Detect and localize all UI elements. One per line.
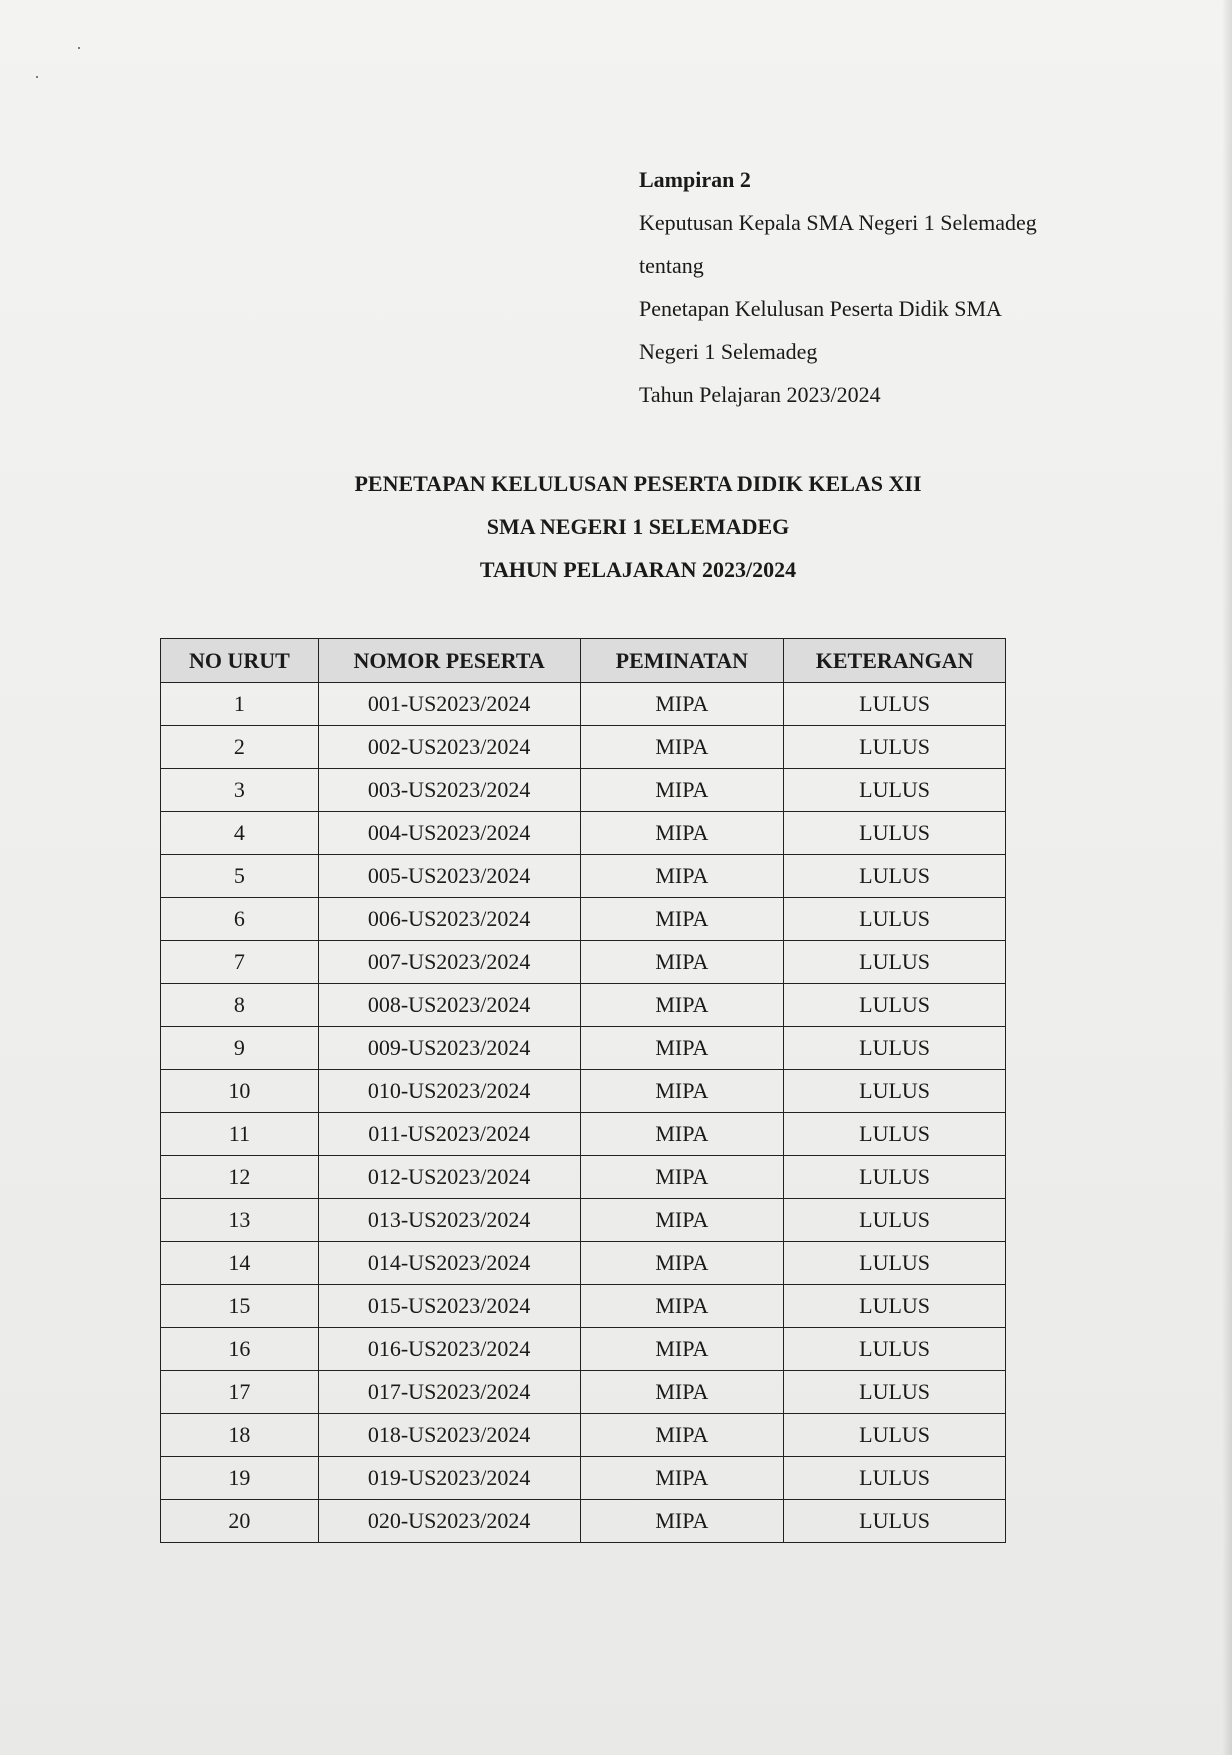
- cell-no-urut: 14: [161, 1242, 319, 1285]
- cell-nomor-peserta: 007-US2023/2024: [318, 941, 580, 984]
- table-body: [161, 683, 1006, 1543]
- cell-keterangan: LULUS: [784, 1414, 1006, 1457]
- cell-nomor-peserta: 003-US2023/2024: [318, 769, 580, 812]
- cell-no-urut: 20: [161, 1500, 319, 1543]
- cell-nomor-peserta: 018-US2023/2024: [318, 1414, 580, 1457]
- cell-nomor-peserta: 016-US2023/2024: [318, 1328, 580, 1371]
- cell-no-urut: 4: [161, 812, 319, 855]
- cell-no-urut: 1: [161, 683, 319, 726]
- cell-no-urut: 11: [161, 1113, 319, 1156]
- cell-peminatan: MIPA: [580, 726, 784, 769]
- table-row: [161, 898, 1006, 941]
- header-peminatan: PEMINATAN: [580, 639, 784, 683]
- cell-keterangan: LULUS: [784, 1156, 1006, 1199]
- cell-nomor-peserta: 013-US2023/2024: [318, 1199, 580, 1242]
- cell-nomor-peserta: 008-US2023/2024: [318, 984, 580, 1027]
- cell-no-urut: 19: [161, 1457, 319, 1500]
- cell-peminatan: MIPA: [580, 1285, 784, 1328]
- cell-nomor-peserta: 009-US2023/2024: [318, 1027, 580, 1070]
- table-row: [161, 1156, 1006, 1199]
- cell-peminatan: MIPA: [580, 984, 784, 1027]
- paper-speck: [78, 47, 80, 49]
- page-edge-shadow: [1222, 0, 1232, 1755]
- cell-keterangan: LULUS: [784, 812, 1006, 855]
- header-no-urut: NO URUT: [161, 639, 319, 683]
- cell-keterangan: LULUS: [784, 984, 1006, 1027]
- cell-peminatan: MIPA: [580, 1027, 784, 1070]
- cell-nomor-peserta: 017-US2023/2024: [318, 1371, 580, 1414]
- cell-no-urut: 15: [161, 1285, 319, 1328]
- heading-line-3: TAHUN PELAJARAN 2023/2024: [479, 557, 797, 582]
- cell-peminatan: MIPA: [580, 1328, 784, 1371]
- cell-no-urut: 2: [161, 726, 319, 769]
- table-row: [161, 1113, 1006, 1156]
- table-row: [161, 1500, 1006, 1543]
- lampiran-title: Lampiran 2: [639, 167, 751, 192]
- cell-keterangan: LULUS: [784, 769, 1006, 812]
- table-row: [161, 1371, 1006, 1414]
- cell-no-urut: 5: [161, 855, 319, 898]
- cell-no-urut: 12: [161, 1156, 319, 1199]
- cell-nomor-peserta: 012-US2023/2024: [318, 1156, 580, 1199]
- cell-no-urut: 9: [161, 1027, 319, 1070]
- table-row: [161, 812, 1006, 855]
- cell-no-urut: 6: [161, 898, 319, 941]
- heading-line-1: PENETAPAN KELULUSAN PESERTA DIDIK KELAS XII: [354, 471, 922, 496]
- lampiran-block: [639, 158, 1139, 416]
- cell-peminatan: MIPA: [580, 1414, 784, 1457]
- document-heading: [140, 462, 1136, 591]
- cell-nomor-peserta: 010-US2023/2024: [318, 1070, 580, 1113]
- table-row: [161, 1242, 1006, 1285]
- graduation-table: [160, 638, 1006, 1543]
- table-row: [161, 855, 1006, 898]
- cell-peminatan: MIPA: [580, 1070, 784, 1113]
- table-row: [161, 1027, 1006, 1070]
- cell-peminatan: MIPA: [580, 1371, 784, 1414]
- cell-no-urut: 13: [161, 1199, 319, 1242]
- cell-no-urut: 8: [161, 984, 319, 1027]
- cell-nomor-peserta: 019-US2023/2024: [318, 1457, 580, 1500]
- table-row: [161, 1070, 1006, 1113]
- table-row: [161, 1199, 1006, 1242]
- cell-keterangan: LULUS: [784, 1027, 1006, 1070]
- cell-nomor-peserta: 001-US2023/2024: [318, 683, 580, 726]
- cell-keterangan: LULUS: [784, 1457, 1006, 1500]
- table-row: [161, 1328, 1006, 1371]
- cell-nomor-peserta: 014-US2023/2024: [318, 1242, 580, 1285]
- cell-keterangan: LULUS: [784, 1242, 1006, 1285]
- cell-keterangan: LULUS: [784, 1199, 1006, 1242]
- cell-no-urut: 7: [161, 941, 319, 984]
- cell-peminatan: MIPA: [580, 1242, 784, 1285]
- cell-keterangan: LULUS: [784, 1500, 1006, 1543]
- cell-peminatan: MIPA: [580, 855, 784, 898]
- table-row: [161, 941, 1006, 984]
- table-header-row: [161, 639, 1006, 683]
- table-row: [161, 726, 1006, 769]
- cell-peminatan: MIPA: [580, 1199, 784, 1242]
- cell-peminatan: MIPA: [580, 1156, 784, 1199]
- lampiran-line: Negeri 1 Selemadeg: [639, 339, 818, 364]
- cell-nomor-peserta: 015-US2023/2024: [318, 1285, 580, 1328]
- cell-keterangan: LULUS: [784, 1113, 1006, 1156]
- table-row: [161, 1414, 1006, 1457]
- table-row: [161, 1457, 1006, 1500]
- header-keterangan: KETERANGAN: [784, 639, 1006, 683]
- cell-nomor-peserta: 002-US2023/2024: [318, 726, 580, 769]
- cell-peminatan: MIPA: [580, 1113, 784, 1156]
- cell-nomor-peserta: 020-US2023/2024: [318, 1500, 580, 1543]
- cell-keterangan: LULUS: [784, 1285, 1006, 1328]
- cell-peminatan: MIPA: [580, 941, 784, 984]
- cell-no-urut: 3: [161, 769, 319, 812]
- cell-keterangan: LULUS: [784, 941, 1006, 984]
- cell-peminatan: MIPA: [580, 683, 784, 726]
- cell-peminatan: MIPA: [580, 769, 784, 812]
- cell-no-urut: 16: [161, 1328, 319, 1371]
- cell-peminatan: MIPA: [580, 1500, 784, 1543]
- cell-nomor-peserta: 011-US2023/2024: [318, 1113, 580, 1156]
- cell-no-urut: 10: [161, 1070, 319, 1113]
- table-row: [161, 683, 1006, 726]
- cell-keterangan: LULUS: [784, 855, 1006, 898]
- lampiran-line: Penetapan Kelulusan Peserta Didik SMA: [639, 296, 1002, 321]
- cell-keterangan: LULUS: [784, 1328, 1006, 1371]
- cell-keterangan: LULUS: [784, 683, 1006, 726]
- cell-keterangan: LULUS: [784, 726, 1006, 769]
- cell-no-urut: 17: [161, 1371, 319, 1414]
- cell-no-urut: 18: [161, 1414, 319, 1457]
- lampiran-line: Keputusan Kepala SMA Negeri 1 Selemadeg: [639, 210, 1037, 235]
- table-row: [161, 984, 1006, 1027]
- table-row: [161, 769, 1006, 812]
- cell-nomor-peserta: 004-US2023/2024: [318, 812, 580, 855]
- lampiran-line: Tahun Pelajaran 2023/2024: [639, 382, 881, 407]
- cell-nomor-peserta: 006-US2023/2024: [318, 898, 580, 941]
- cell-nomor-peserta: 005-US2023/2024: [318, 855, 580, 898]
- header-nomor-peserta: NOMOR PESERTA: [318, 639, 580, 683]
- cell-peminatan: MIPA: [580, 898, 784, 941]
- cell-peminatan: MIPA: [580, 1457, 784, 1500]
- lampiran-line: tentang: [639, 253, 704, 278]
- cell-keterangan: LULUS: [784, 1070, 1006, 1113]
- cell-keterangan: LULUS: [784, 898, 1006, 941]
- table-row: [161, 1285, 1006, 1328]
- cell-peminatan: MIPA: [580, 812, 784, 855]
- paper-speck: [36, 76, 38, 78]
- cell-keterangan: LULUS: [784, 1371, 1006, 1414]
- heading-line-2: SMA NEGERI 1 SELEMADEG: [486, 514, 790, 539]
